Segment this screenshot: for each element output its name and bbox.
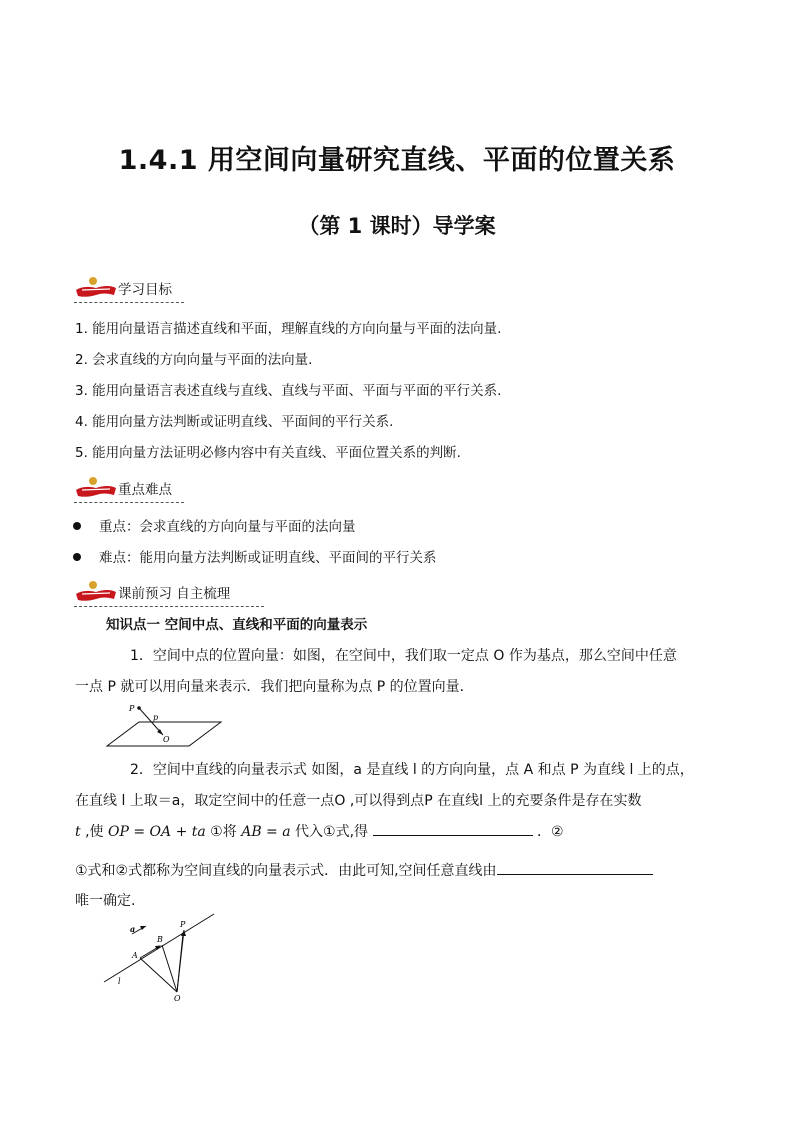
paragraph-3-line-1: ①式和②式都称为空间直线的向量表示式．由此可知,空间任意直线由 <box>75 860 653 880</box>
section-heading-key-points <box>74 475 274 501</box>
bullet-icon <box>73 522 81 530</box>
answer-blank-1[interactable] <box>373 821 533 836</box>
answer-blank-2[interactable] <box>497 860 653 875</box>
fig2-label-l: l <box>118 977 121 986</box>
paragraph-3-line-2: 唯一确定. <box>75 893 136 909</box>
fig2-label-P: P <box>180 920 186 929</box>
page-subtitle: （第 1 课时）导学案 <box>298 214 496 238</box>
heading-underline <box>74 606 264 607</box>
goal-item-1: 1. 能用向量语言描述直线和平面，理解直线的方向向量与平面的法向量. <box>75 321 502 337</box>
paragraph-2-line-2: 在直线 l 上取＝a，取定空间中的任意一点O ,可以得到点P 在直线l 上的充要条件是存在实数 <box>75 793 642 809</box>
fig2-label-A: A <box>132 951 138 960</box>
goal-item-5: 5. 能用向量方法证明必修内容中有关直线、平面位置关系的判断. <box>75 445 461 461</box>
page-title: 1.4.1 用空间向量研究直线、平面的位置关系 <box>118 145 676 176</box>
section-heading-label: 重点难点 <box>118 482 172 498</box>
heading-underline <box>74 502 184 503</box>
section-heading-preview <box>74 579 274 605</box>
goal-item-3: 3. 能用向量语言表述直线与直线、直线与平面、平面与平面的平行关系. <box>75 383 502 399</box>
key-point-item-1: 重点：会求直线的方向向量与平面的法向量 <box>73 515 356 535</box>
bullet-icon <box>73 553 81 561</box>
section-heading-goals <box>74 275 274 301</box>
fig1-label-p: p <box>153 713 159 722</box>
study-badge-icon <box>74 475 118 501</box>
paragraph-2-line-3: t ,使 OP = OA + ta ①将 AB = a 代入①式,得 ．② <box>75 821 564 841</box>
figure-line-vector <box>100 910 225 1002</box>
fig1-label-O: O <box>163 735 170 744</box>
equation-ab: AB = a <box>241 824 291 840</box>
study-badge-icon <box>74 579 118 605</box>
section-heading-label: 学习目标 <box>118 282 172 298</box>
knowledge-point-title: 知识点一 空间中点、直线和平面的向量表示 <box>106 617 368 633</box>
section-heading-label: 课前预习 自主梳理 <box>118 586 231 602</box>
key-point-item-2: 难点：能用向量方法判断或证明直线、平面间的平行关系 <box>73 546 437 566</box>
study-badge-icon <box>74 275 118 301</box>
fig1-label-P: P <box>129 704 135 713</box>
fig2-label-a: a <box>130 924 136 934</box>
paragraph-1-line-1: 1．空间中点的位置向量：如图，在空间中，我们取一定点 O 作为基点，那么空间中任意 <box>130 648 677 664</box>
goal-item-4: 4. 能用向量方法判断或证明直线、平面间的平行关系. <box>75 414 394 430</box>
fig2-label-O: O <box>174 994 181 1002</box>
paragraph-1-line-2: 一点 P 就可以用向量来表示．我们把向量称为点 P 的位置向量． <box>75 679 474 695</box>
equation-op: OP = OA + ta <box>108 824 206 840</box>
goal-item-2: 2. 会求直线的方向向量与平面的法向量. <box>75 352 313 368</box>
figure-position-vector <box>105 702 225 750</box>
fig2-label-B: B <box>157 935 163 944</box>
heading-underline <box>74 302 184 303</box>
paragraph-2-line-1: 2．空间中直线的向量表示式 如图，a 是直线 l 的方向向量，点 A 和点 P 为直线 l 上的点， <box>130 762 694 778</box>
